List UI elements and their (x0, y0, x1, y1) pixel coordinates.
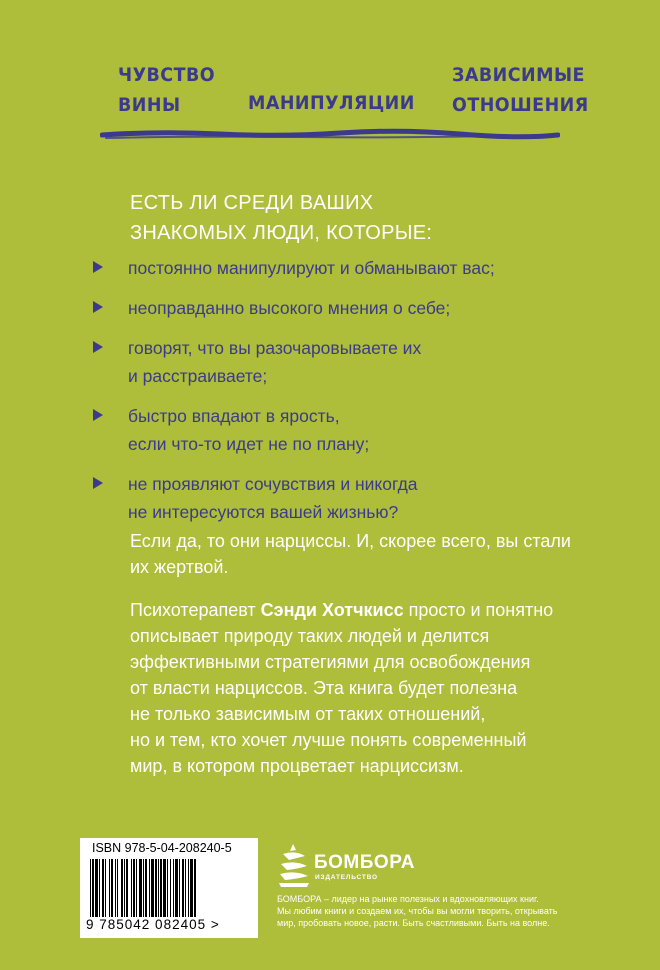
list-item: не проявляют сочувствия и никогда не интересуются вашей жизнью? (90, 470, 570, 526)
publisher-name: БОМБОРА (314, 852, 415, 873)
triangle-bullet-icon (93, 409, 103, 421)
list-item: постоянно манипулируют и обманывают вас; (90, 254, 570, 282)
bombora-logo-icon (277, 842, 311, 888)
list-item: быстро впадают в ярость, если что-то идет не по плану; (90, 402, 570, 458)
list-item: неоправданно высокого мнения о себе; (90, 294, 570, 322)
keyword-manipulation: МАНИПУЛЯЦИИ (248, 92, 415, 114)
symptom-list (90, 254, 570, 538)
barcode-icon (90, 859, 248, 917)
triangle-bullet-icon (93, 261, 103, 273)
barcode-panel (80, 838, 258, 938)
triangle-bullet-icon (93, 301, 103, 313)
isbn-label: ISBN 978-5-04-208240-5 (92, 841, 232, 855)
answer-paragraph: Если да, то они нарциссы. И, скорее всего, вы стали их жертвой. (130, 531, 571, 577)
keyword-guilt: ЧУВСТВО ВИНЫ (118, 64, 216, 116)
description-paragraph: Психотерапевт Сэнди Хотчкисс просто и понятно описывает природу таких людей и делится эффективными стратегиями для освобождения от власти нарциссов. Эта книга будет полезна не только зависимым от таких отношений, но и тем, кто хочет лучше понять современный мир, в котором процветает нарциссизм. (130, 600, 554, 776)
keyword-codependency: ЗАВИСИМЫЕ ОТНОШЕНИЯ (452, 64, 589, 116)
triangle-bullet-icon (93, 477, 103, 489)
list-item: говорят, что вы разочаровываете их и расстраиваете; (90, 334, 570, 390)
author-name: Сэнди Хотчкисс (260, 600, 404, 620)
brush-underline (100, 128, 560, 142)
publisher-subtitle: ИЗДАТЕЛЬСТВО (315, 874, 378, 881)
question-heading: ЕСТЬ ЛИ СРЕДИ ВАШИХ ЗНАКОМЫХ ЛЮДИ, КОТОРЫЕ: (130, 192, 433, 244)
barcode-number: 9 785042 082405 > (86, 917, 220, 932)
triangle-bullet-icon (93, 341, 103, 353)
publisher-description: БОМБОРА – лидер на рынке полезных и вдохновляющих книг. Мы любим книги и создаем их, чтобы вы могли творить, открывать мир, пробовать новое, расти. Быть счастливыми. Быть на волне. (277, 894, 558, 928)
